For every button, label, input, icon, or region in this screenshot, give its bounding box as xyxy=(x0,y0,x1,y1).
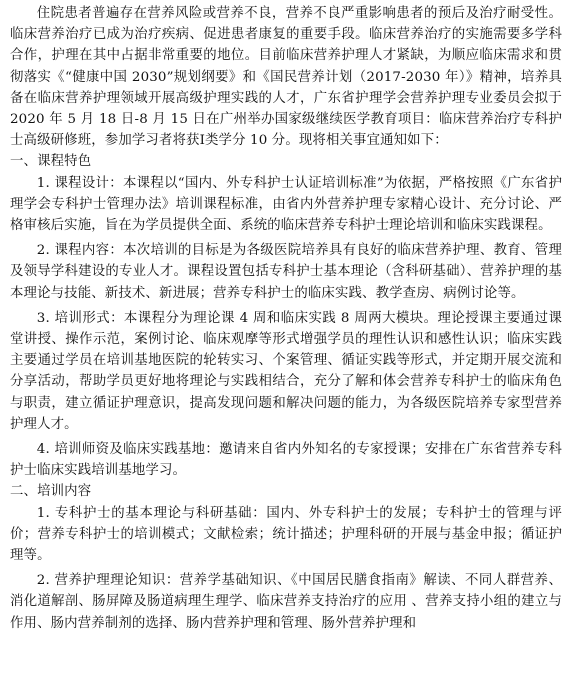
course-feature-item-1: 1. 课程设计：本课程以“国内、外专科护士认证培训标准”为依据，严格按照《广东省护理学会专科护士管理办法》培训课程标准，由省内外营养护理专家精心设计、充分讨论、严格审核后实施，旨在为学员提供全面、系统的临床营养专科护士理论培训和临床实践课程。 xyxy=(10,175,562,234)
training-content-item-1: 1. 专科护士的基本理论与科研基础：国内、外专科护士的发展；专科护士的管理与评价；营养专科护士的培训模式；文献检索；统计描述；护理科研的开展与基金申报；循证护理等。 xyxy=(10,505,562,564)
course-feature-item-4: 4. 培训师资及临床实践基地：邀请来自省内外知名的专家授课；安排在广东省营养专科护士临床实践培训基地学习。 xyxy=(10,442,562,479)
intro-paragraph: 住院患者普遍存在营养风险或营养不良，营养不良严重影响患者的预后及治疗耐受性。临床营养治疗已成为治疗疾病、促进患者康复的重要手段。临床营养治疗的实施需要多学科合作，护理在其中占据非常重要的地位。目前临床营养护理人才紧缺，为顺应临床需求和贯彻落实《“健康中国 2030”规划纲要》和《国民营养计划（2017-2030 年）》精神，培养具备在临床营养护理领域开展高级护理实践的人才，广东省护理学会营养护理专业委员会拟于 2020 年 5 月 18 日-8 月 15 日在广州举办国家级继续医学教育项目：临床营养治疗专科护士高级研修班，参加学习者将获Ⅰ类学分 10 分。现将相关事宜通知如下： xyxy=(10,6,562,149)
training-content-item-2: 2. 营养护理理论知识：营养学基础知识、《中国居民膳食指南》解读、不同人群营养、消化道解剖、肠屏障及肠道病理生理学、临床营养支持治疗的应用 、营养支持小组的建立与作用、肠内营养制剂的选择、肠内营养护理和管理、肠外营养护理和 xyxy=(10,573,562,631)
section-heading-course-features: 一、课程特色 xyxy=(10,154,92,170)
section-heading-training-content: 二、培训内容 xyxy=(10,484,92,500)
course-feature-item-3: 3. 培训形式：本课程分为理论课 4 周和临床实践 8 周两大模块。理论授课主要通过课堂讲授、操作示范，案例讨论、临床观摩等形式增强学员的理性认识和感性认识；临床实践主要通过学员在培训基地医院的轮转实习、个案管理、循证实践等形式，并定期开展交流和分享活动，帮助学员更好地将理论与实践相结合，充分了解和体会营养专科护士的临床角色与职责，建立循证护理意识，提高发现问题和解决问题的能力，为各级医院培养专家型营养护理人才。 xyxy=(10,310,562,432)
course-feature-item-2: 2. 课程内容：本次培训的目标是为各级医院培养具有良好的临床营养护理、教育、管理及领导学科建设的专业人才。课程设置包括专科护士基本理论（含科研基础）、营养护理的基本理论与技能、新技术、新进展；营养专科护士的临床实践、教学查房、病例讨论等。 xyxy=(10,243,562,301)
